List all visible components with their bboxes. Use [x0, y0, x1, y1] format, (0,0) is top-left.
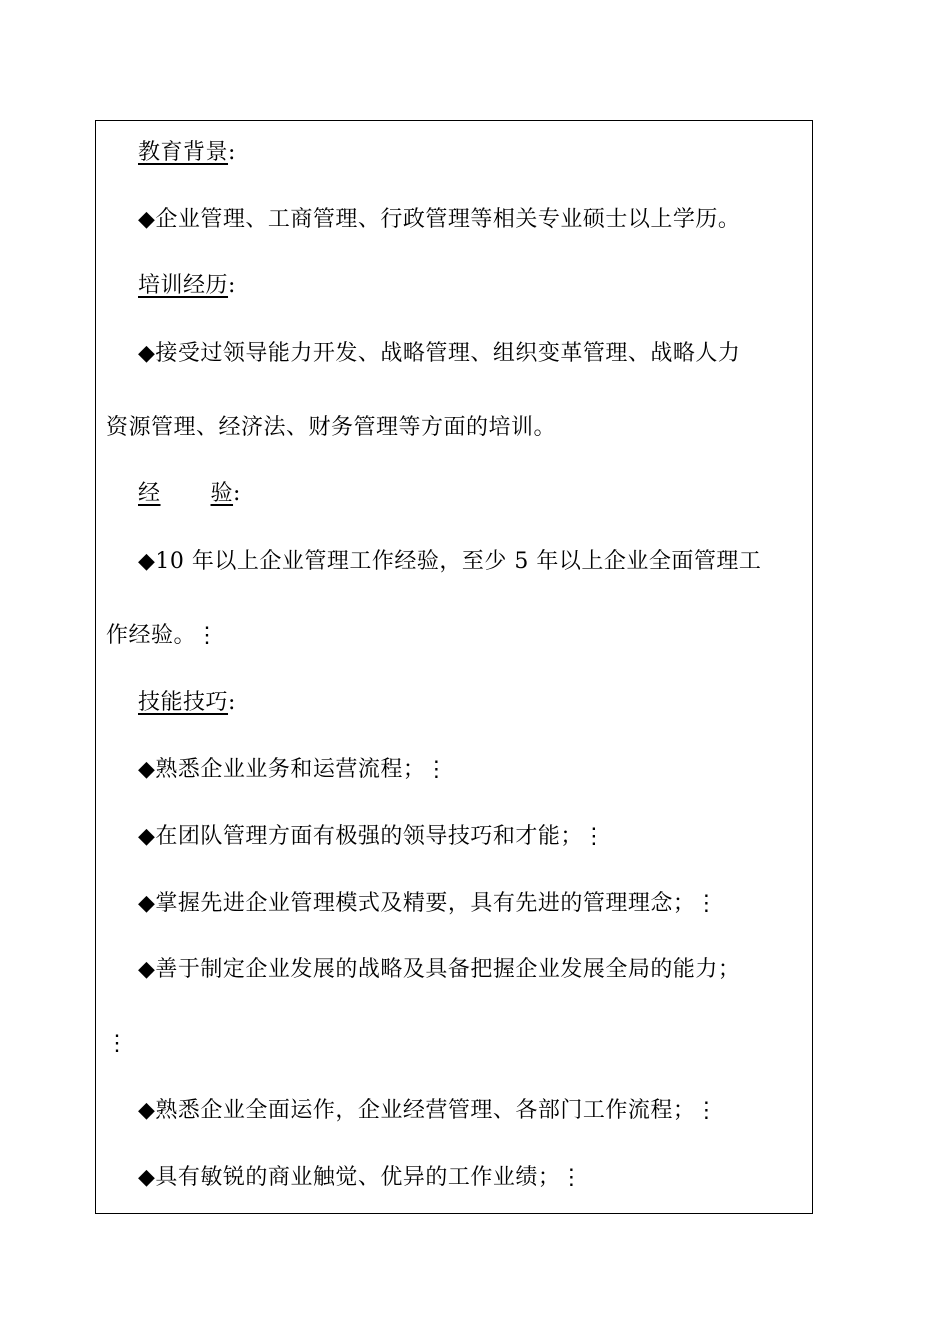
- skills-item-4-line2: ⋮: [106, 1031, 129, 1056]
- requirements-table: [95, 120, 813, 1214]
- skills-heading: [138, 688, 236, 718]
- skills-item-1: ◆熟悉企业业务和运营流程；⋮: [138, 757, 448, 782]
- experience-item-line2: 作经验。⋮: [106, 623, 219, 648]
- skills-heading-text: 技能技巧: [138, 690, 229, 715]
- experience-heading-colon: :: [233, 481, 241, 506]
- training-heading: [138, 271, 236, 301]
- skills-heading-colon: :: [228, 690, 236, 715]
- training-heading-text: 培训经历: [138, 273, 229, 298]
- education-item: ◆企业管理、工商管理、行政管理等相关专业硕士以上学历。: [138, 207, 741, 232]
- experience-heading-part1: 经: [138, 481, 161, 506]
- training-item-line2: 资源管理、经济法、财务管理等方面的培训。: [106, 415, 557, 440]
- skills-item-5: ◆熟悉企业全面运作，企业经营管理、各部门工作流程；⋮: [138, 1098, 718, 1123]
- skills-item-4-line1: ◆善于制定企业发展的战略及具备把握企业发展全局的能力；: [138, 957, 741, 982]
- skills-item-6: ◆具有敏锐的商业触觉、优异的工作业绩；⋮: [138, 1165, 583, 1190]
- experience-heading-part2: 验: [210, 481, 234, 506]
- education-heading: [138, 138, 236, 168]
- education-heading-colon: :: [228, 140, 236, 165]
- skills-item-2: ◆在团队管理方面有极强的领导技巧和才能；⋮: [138, 824, 606, 849]
- training-heading-colon: :: [228, 273, 236, 298]
- skills-item-3: ◆掌握先进企业管理模式及精要，具有先进的管理理念；⋮: [138, 891, 718, 916]
- experience-heading: [138, 479, 241, 509]
- training-item-line1: ◆接受过领导能力开发、战略管理、组织变革管理、战略人力: [138, 341, 741, 366]
- education-heading-text: 教育背景: [138, 140, 229, 165]
- experience-heading-text: [138, 481, 233, 506]
- experience-item-line1: ◆10 年以上企业管理工作经验，至少 5 年以上企业全面管理工: [138, 549, 762, 574]
